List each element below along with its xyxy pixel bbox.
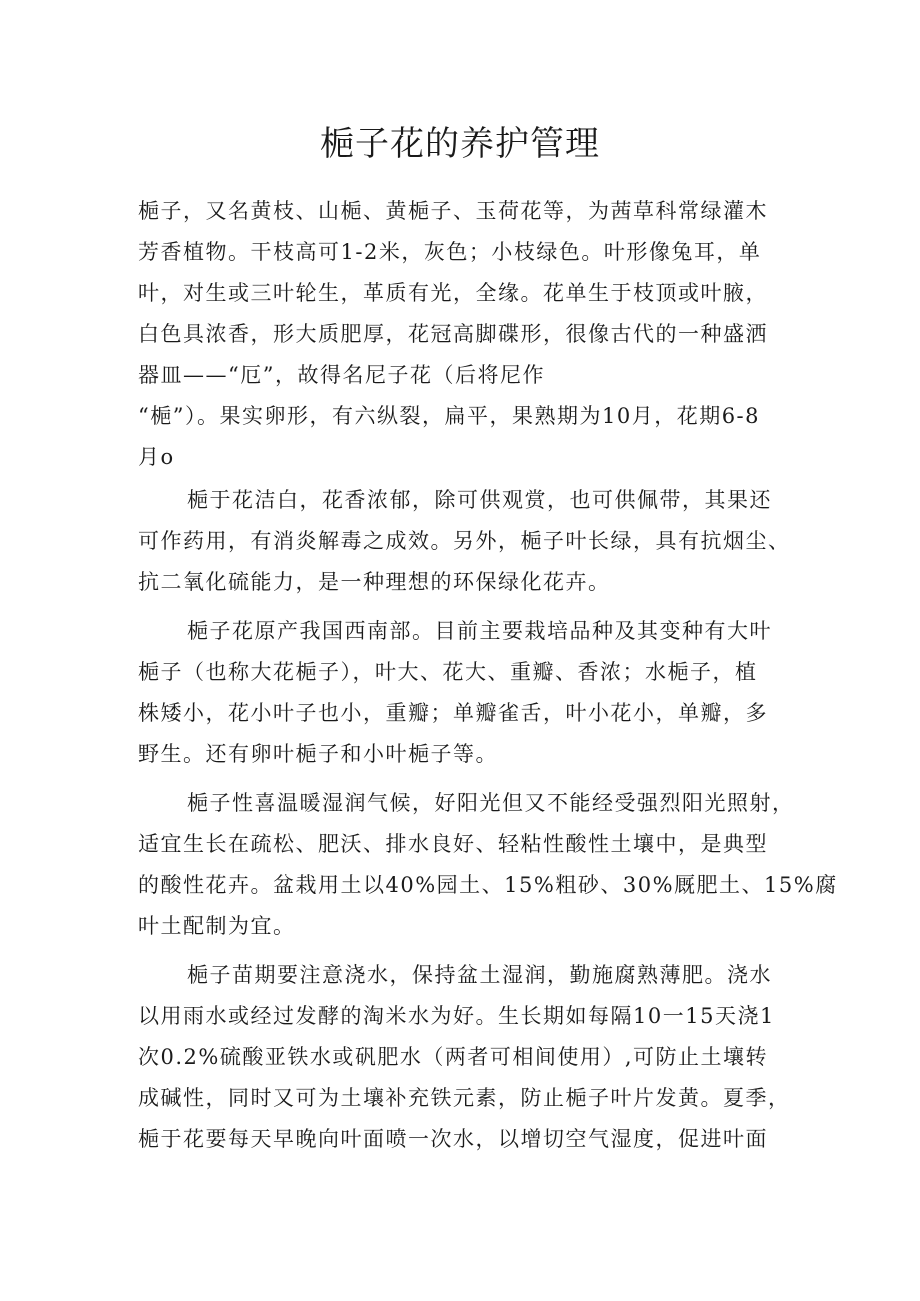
text-line: 月o: [138, 445, 175, 469]
text-line: 梔子花原产我国西南部。目前主要栽培品种及其变种有大叶: [187, 619, 772, 643]
text-line: 器皿——“厄”，故得名尼子花（后将尼作: [138, 363, 545, 387]
text-line: 可作药用，有消炎解毒之成效。另外，梔子叶长绿，具有抗烟尘、: [138, 529, 791, 553]
text-line: 叶，对生或三叶轮生，革质有光，全缘。花单生于枝顶或叶腋，: [138, 281, 768, 305]
paragraph-varieties: [138, 611, 802, 775]
paragraph-uses: [138, 480, 802, 603]
text-line: 成碱性，同时又可为土壤补充铁元素，防止梔子叶片发黄。夏季，: [138, 1086, 791, 1110]
text-line: 梔于花洁白，花香浓郁，除可供观赏，也可供佩带，其果还: [187, 488, 772, 512]
paragraph-watering: [138, 955, 802, 1160]
paragraph-intro: [138, 191, 802, 478]
text-line: 白色具浓香，形大质肥厚，花冠高脚碟形，很像古代的一种盛洒: [138, 322, 768, 346]
text-line: 梔于花要每天早晚向叶面喷一次水，以增切空气湿度，促进叶面: [138, 1127, 768, 1151]
paragraph-soil: [138, 783, 838, 947]
text-line: 梔子性喜温暖湿润气候，好阳光但又不能经受强烈阳光照射，: [187, 791, 795, 815]
text-line: 次0.2%硫酸亚铁水或矾肥水（两者可相间使用）,可防止土壤转: [138, 1045, 769, 1069]
text-line: 的酸性花卉。盆栽用土以40%园土、15%粗砂、30%厩肥土、15%腐: [138, 873, 838, 897]
text-line: 抗二氧化硫能力，是一种理想的环保绿化花卉。: [138, 570, 611, 594]
text-line: 以用雨水或经过发酵的淘米水为好。生长期如每隔10一15天浇1: [138, 1004, 775, 1028]
text-line: 适宜生长在疏松、肥沃、排水良好、轻粘性酸性土壤中，是典型: [138, 832, 768, 856]
text-line: 叶土配制为宜。: [138, 914, 296, 938]
text-line: 芳香植物。干枝高可1-2米，灰色；小枝绿色。叶形像兔耳，单: [138, 240, 762, 264]
text-line: 梔子，又名黄枝、山梔、黄梔子、玉荷花等，为茜草科常绿灌木: [138, 199, 768, 223]
page-title: 梔子花的养护管理: [320, 124, 600, 164]
text-line: 梔子苗期要注意浇水，保持盆土湿润，勤施腐熟薄肥。浇水: [187, 963, 772, 987]
text-line: “梔”）。果实卵形，有六纵裂，扁平，果熟期为10月，花期6-8: [138, 404, 761, 428]
text-line: 梔子（也称大花梔子），叶大、花大、重瓣、香浓；水梔子，植: [138, 660, 758, 684]
text-line: 株矮小，花小叶子也小，重瓣；单瓣雀舌，叶小花小，单瓣，多: [138, 701, 768, 725]
text-line: 野生。还有卵叶梔子和小叶梔子等。: [138, 742, 498, 766]
